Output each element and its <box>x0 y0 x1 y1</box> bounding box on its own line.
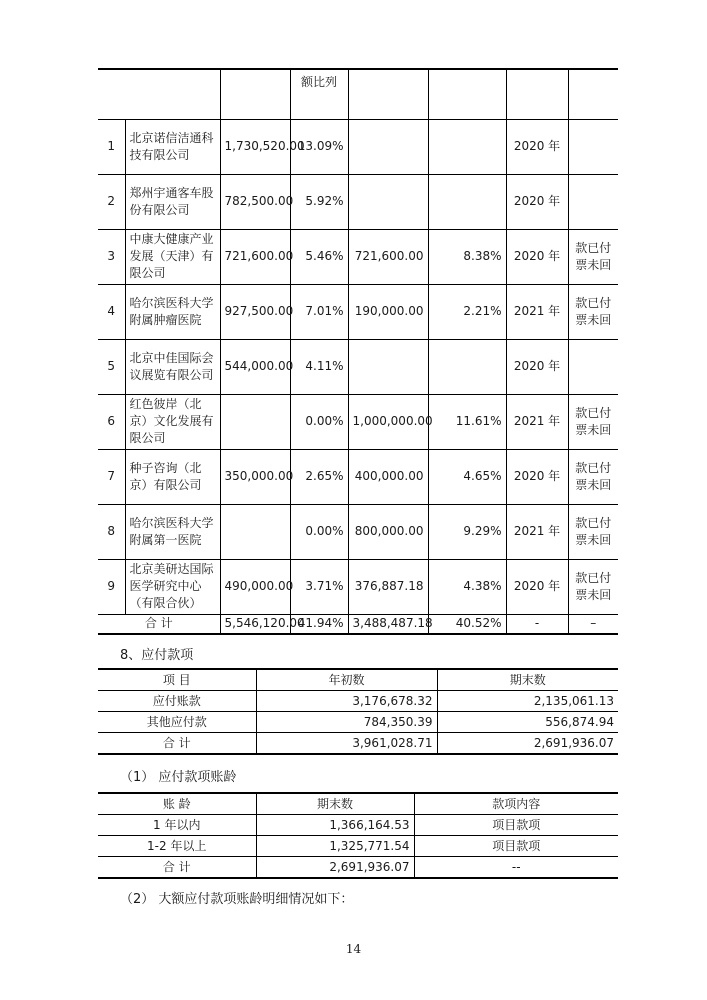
total-closing: 2,691,936.07 <box>437 733 618 755</box>
table-row <box>98 119 618 174</box>
table-row <box>98 712 618 733</box>
row-remark: 款已付票未回 <box>568 229 618 284</box>
row-ratio-2 <box>428 119 506 174</box>
row-year: 2020 年 <box>506 339 568 394</box>
total-ratio: 41.94% <box>290 614 348 634</box>
row-remark <box>568 119 618 174</box>
total-content: -- <box>414 857 618 879</box>
header-closing: 期末数 <box>256 793 414 815</box>
row-amount-2 <box>348 339 428 394</box>
row-amount: 544,000.00 <box>220 339 290 394</box>
total-remark: – <box>568 614 618 634</box>
row-aging: 1 年以内 <box>98 815 256 836</box>
table-row <box>98 836 618 857</box>
total-ratio-2: 40.52% <box>428 614 506 634</box>
row-amount-2: 376,887.18 <box>348 559 428 614</box>
row-remark <box>568 339 618 394</box>
row-year: 2020 年 <box>506 559 568 614</box>
header-item: 项 目 <box>98 669 256 691</box>
row-year: 2021 年 <box>506 504 568 559</box>
row-amount <box>220 504 290 559</box>
row-closing: 1,325,771.54 <box>256 836 414 857</box>
header-aging: 账 龄 <box>98 793 256 815</box>
row-remark: 款已付票未回 <box>568 394 618 449</box>
table-row <box>98 229 618 284</box>
table-header-row <box>98 669 618 691</box>
total-closing: 2,691,936.07 <box>256 857 414 879</box>
page-number: 14 <box>345 942 362 956</box>
row-ratio: 13.09% <box>290 119 348 174</box>
row-amount-2: 400,000.00 <box>348 449 428 504</box>
row-index: 9 <box>98 559 125 614</box>
row-company: 哈尔滨医科大学附属第一医院 <box>125 504 220 559</box>
row-ratio: 0.00% <box>290 394 348 449</box>
row-amount: 350,000.00 <box>220 449 290 504</box>
row-year: 2021 年 <box>506 284 568 339</box>
receivables-detail-table <box>98 68 618 635</box>
row-closing: 556,874.94 <box>437 712 618 733</box>
row-remark <box>568 174 618 229</box>
total-amount-2: 3,488,487.18 <box>348 614 428 634</box>
row-ratio: 2.65% <box>290 449 348 504</box>
row-year: 2020 年 <box>506 229 568 284</box>
total-label: 合 计 <box>98 733 256 755</box>
row-amount: 927,500.00 <box>220 284 290 339</box>
row-ratio-2 <box>428 339 506 394</box>
row-index: 7 <box>98 449 125 504</box>
row-amount: 782,500.00 <box>220 174 290 229</box>
payables-table <box>98 668 618 755</box>
row-year: 2020 年 <box>506 174 568 229</box>
row-ratio-2: 4.38% <box>428 559 506 614</box>
row-amount-2: 721,600.00 <box>348 229 428 284</box>
row-ratio: 7.01% <box>290 284 348 339</box>
row-company: 北京诺信洁通科技有限公司 <box>125 119 220 174</box>
header-opening: 年初数 <box>256 669 437 691</box>
header-ratio-fragment: 额比列 <box>290 69 348 119</box>
total-year: - <box>506 614 568 634</box>
table-row <box>98 691 618 712</box>
row-amount-2: 800,000.00 <box>348 504 428 559</box>
total-label: 合 计 <box>98 614 220 634</box>
row-ratio: 5.46% <box>290 229 348 284</box>
row-opening: 784,350.39 <box>256 712 437 733</box>
row-amount-2 <box>348 119 428 174</box>
table-total-row <box>98 614 618 634</box>
table-row <box>98 284 618 339</box>
row-amount: 1,730,520.00 <box>220 119 290 174</box>
row-index: 5 <box>98 339 125 394</box>
section-title-aging: （1） 应付款项账龄 <box>120 770 237 785</box>
row-ratio-2: 9.29% <box>428 504 506 559</box>
row-ratio-2: 8.38% <box>428 229 506 284</box>
row-closing: 1,366,164.53 <box>256 815 414 836</box>
table-total-row <box>98 857 618 879</box>
table-row <box>98 815 618 836</box>
table-row <box>98 504 618 559</box>
table-row <box>98 449 618 504</box>
row-content: 项目款项 <box>414 815 618 836</box>
row-aging: 1-2 年以上 <box>98 836 256 857</box>
table-header-row <box>98 793 618 815</box>
row-opening: 3,176,678.32 <box>256 691 437 712</box>
row-index: 6 <box>98 394 125 449</box>
row-ratio: 0.00% <box>290 504 348 559</box>
row-company: 中康大健康产业发展（天津）有限公司 <box>125 229 220 284</box>
header-closing: 期末数 <box>437 669 618 691</box>
row-label: 其他应付款 <box>98 712 256 733</box>
row-remark: 款已付票未回 <box>568 449 618 504</box>
total-amount: 5,546,120.00 <box>220 614 290 634</box>
row-ratio: 4.11% <box>290 339 348 394</box>
row-remark: 款已付票未回 <box>568 284 618 339</box>
table-row <box>98 394 618 449</box>
row-ratio: 5.92% <box>290 174 348 229</box>
row-company: 北京中佳国际会议展览有限公司 <box>125 339 220 394</box>
total-opening: 3,961,028.71 <box>256 733 437 755</box>
row-year: 2021 年 <box>506 394 568 449</box>
row-company: 红色彼岸（北京）文化发展有限公司 <box>125 394 220 449</box>
row-ratio-2: 11.61% <box>428 394 506 449</box>
row-ratio-2 <box>428 174 506 229</box>
table-header-row <box>98 69 618 119</box>
table-row <box>98 559 618 614</box>
row-amount: 490,000.00 <box>220 559 290 614</box>
row-label: 应付账款 <box>98 691 256 712</box>
row-amount <box>220 394 290 449</box>
row-ratio: 3.71% <box>290 559 348 614</box>
row-amount-2: 190,000.00 <box>348 284 428 339</box>
row-year: 2020 年 <box>506 449 568 504</box>
row-index: 4 <box>98 284 125 339</box>
section-title-payables: 8、应付款项 <box>120 648 194 663</box>
row-closing: 2,135,061.13 <box>437 691 618 712</box>
row-ratio-2: 4.65% <box>428 449 506 504</box>
row-company: 哈尔滨医科大学附属肿瘤医院 <box>125 284 220 339</box>
row-amount-2: 1,000,000.00 <box>348 394 428 449</box>
aging-table <box>98 792 618 879</box>
row-company: 郑州宇通客车股份有限公司 <box>125 174 220 229</box>
row-content: 项目款项 <box>414 836 618 857</box>
row-year: 2020 年 <box>506 119 568 174</box>
table-total-row <box>98 733 618 755</box>
section-title-large-payables: （2） 大额应付款项账龄明细情况如下： <box>120 892 354 907</box>
row-remark: 款已付票未回 <box>568 504 618 559</box>
row-ratio-2: 2.21% <box>428 284 506 339</box>
row-company: 种子咨询（北京）有限公司 <box>125 449 220 504</box>
row-index: 8 <box>98 504 125 559</box>
row-index: 1 <box>98 119 125 174</box>
row-company: 北京美研达国际医学研究中心（有限合伙） <box>125 559 220 614</box>
row-index: 2 <box>98 174 125 229</box>
table-row <box>98 339 618 394</box>
table-row <box>98 174 618 229</box>
header-content: 款项内容 <box>414 793 618 815</box>
total-label: 合 计 <box>98 857 256 879</box>
row-amount: 721,600.00 <box>220 229 290 284</box>
row-amount-2 <box>348 174 428 229</box>
row-index: 3 <box>98 229 125 284</box>
row-remark: 款已付票未回 <box>568 559 618 614</box>
